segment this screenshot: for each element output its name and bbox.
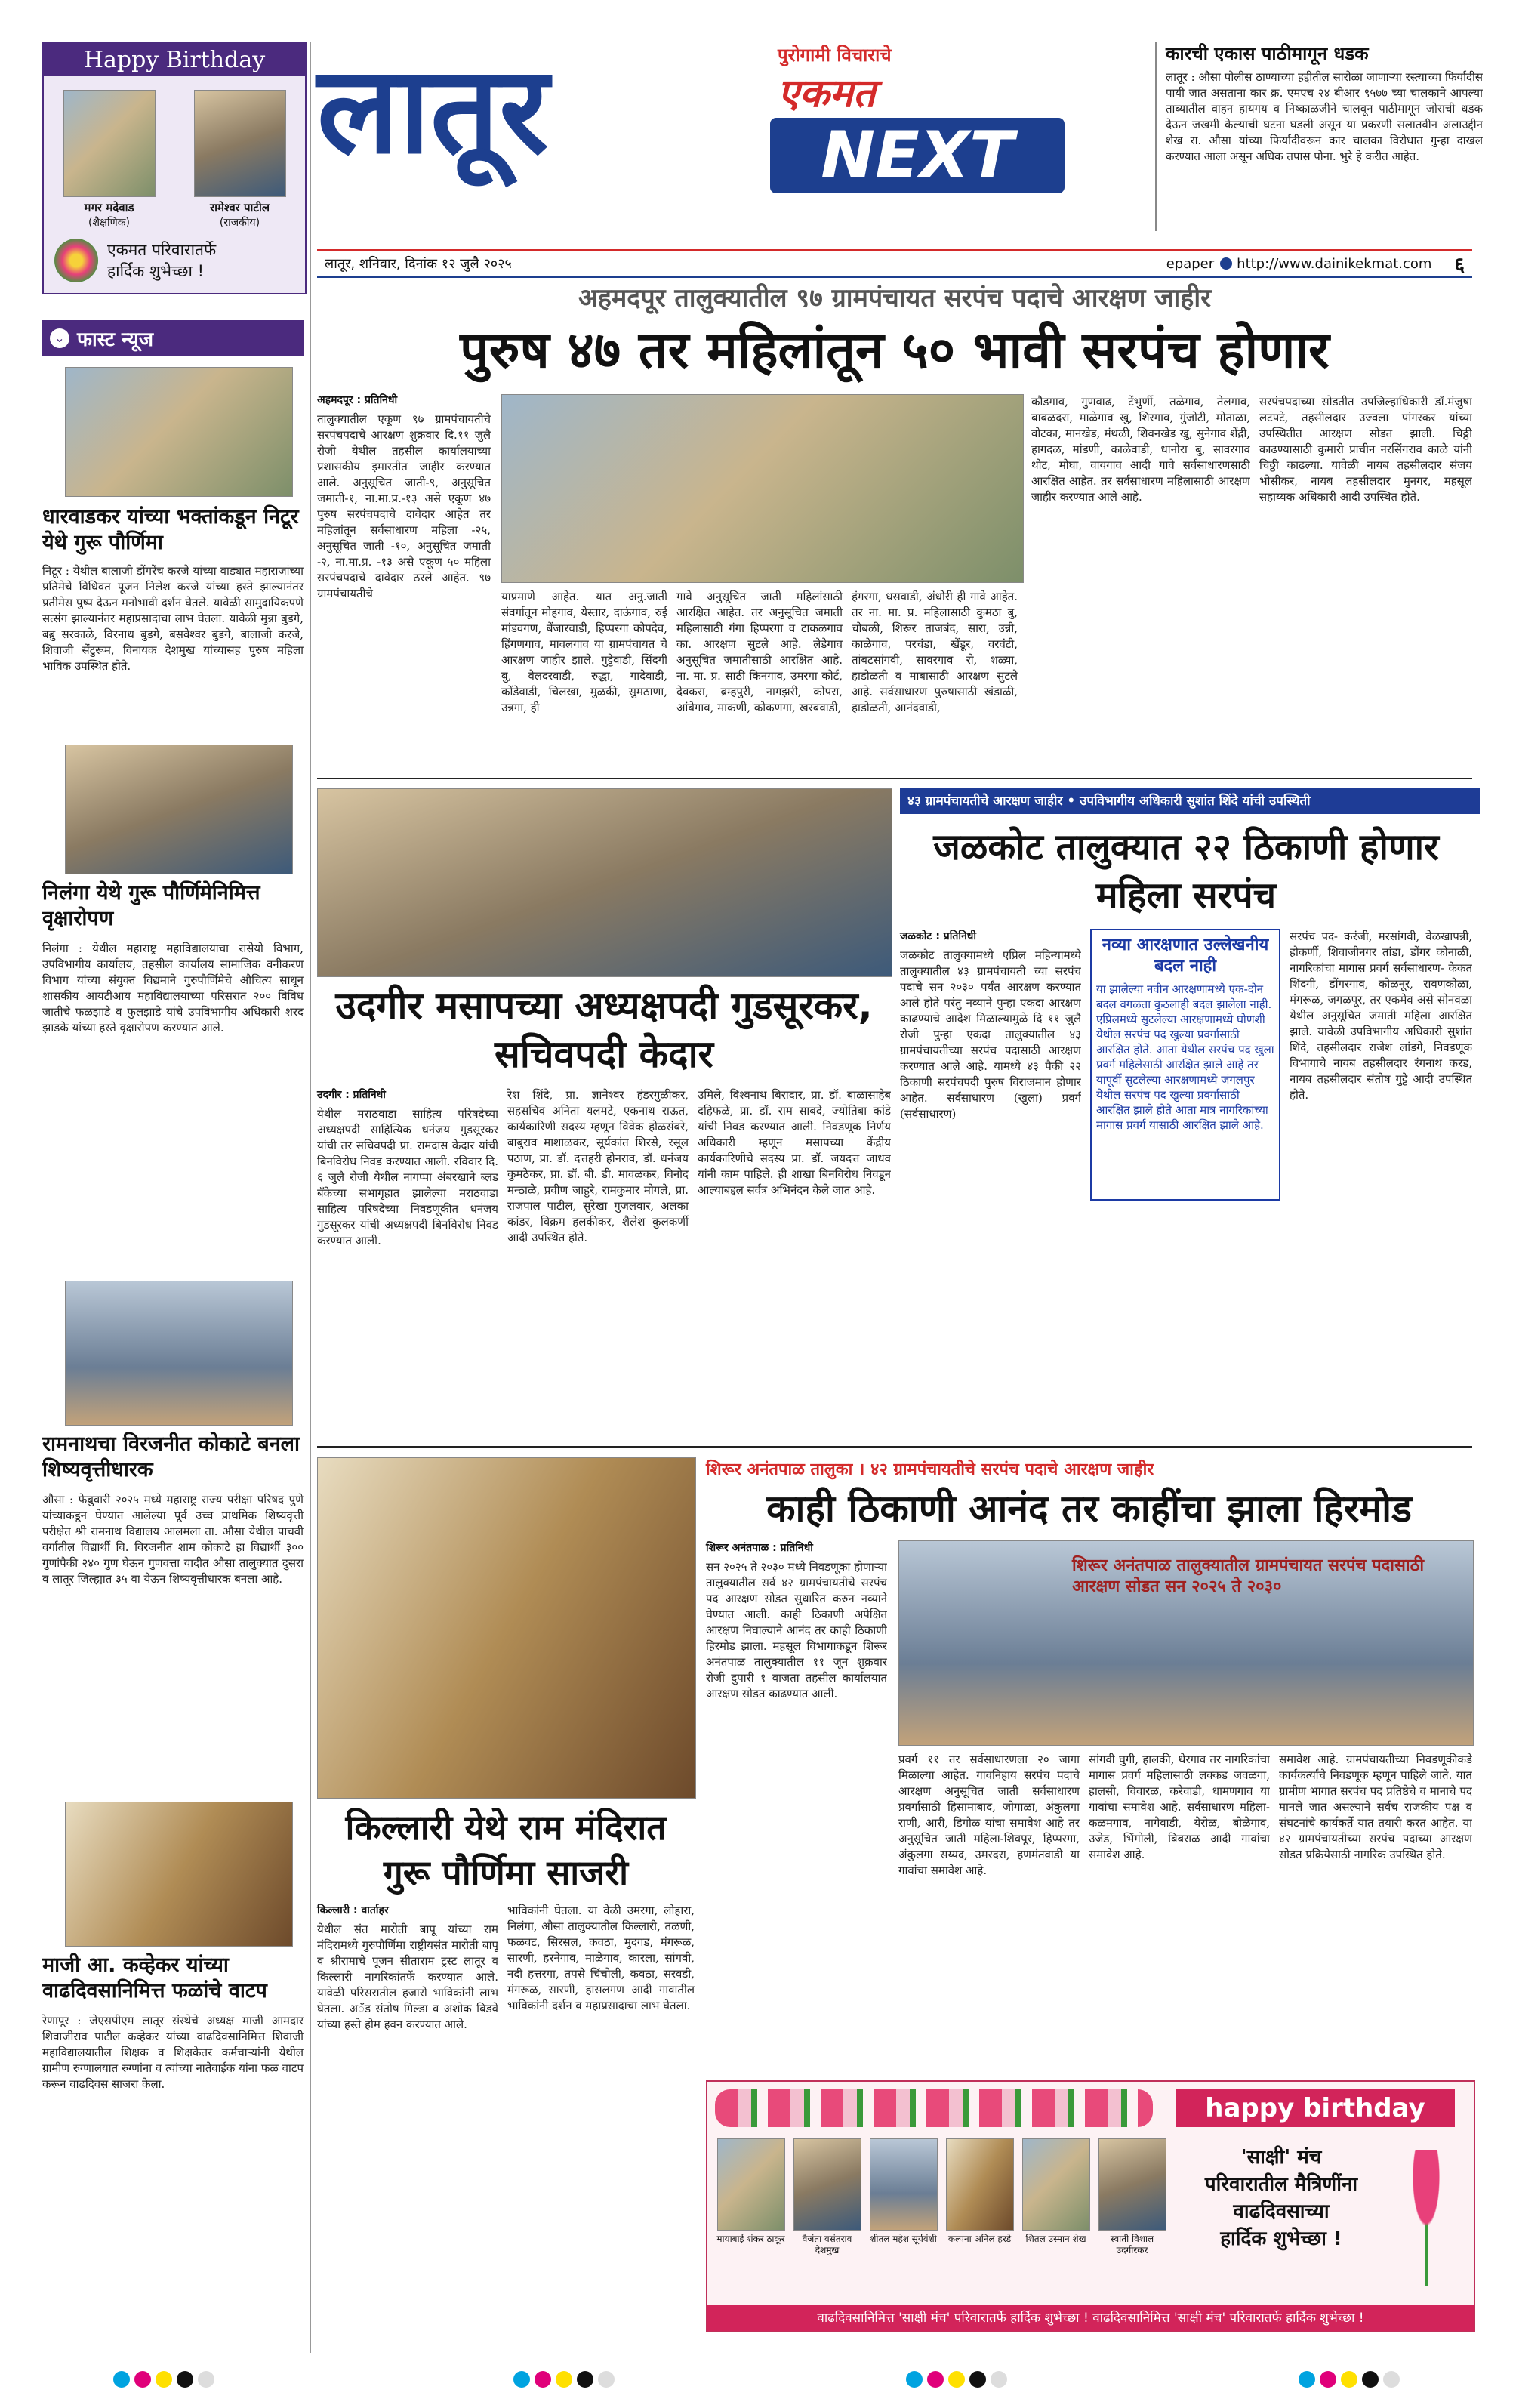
flower-row bbox=[715, 2089, 1153, 2127]
person-role: (राजकीय) bbox=[219, 217, 260, 229]
person-name: रामेश्वर पाटील bbox=[209, 201, 270, 214]
lead-col: हंगरगा, धसवाडी, अंधोरी ही गावे आहेत. तर ना. मा. प्र. महिलासाठी कुमठा बु, चोबळी, शिरूर ताजबंद, सारा, उन्नी, काळेगाव, परचंडा, खेंडूर, वरवंटी, तांबटसांगवी, सावरगाव रो, शळ्या, हाडोळती व माबासाठी आरक्षण सुटले आहे. सर्वसाधारण पुरुषासाठी खंडाळी, हाडोळती, आनंदवाडी, bbox=[852, 590, 1018, 714]
story-col: येथील मराठवाडा साहित्य परिषदेच्या अध्यक्षपदी साहित्यिक धनंजय गुडसूरकर यांची तर सचिवपदी प्रा. रामदास केदार यांची बिनविरोध निवड करण्यात आली. रविवार दि. ६ जुलै रोजी येथील नागप्पा अंबरखाने ब्लड बँकेच्या सभागृहात झालेल्या मराठवाडा साहित्य परिषदेच्या निवडणूकीत धनंजय गुडसूरकर यांची अध्यक्षपदी बिनविरोध निवड करण्यात आली. bbox=[317, 1107, 498, 1247]
birthday-persons bbox=[715, 2138, 1168, 2297]
registration-marks bbox=[113, 2371, 219, 2391]
masthead-title: लातूर bbox=[317, 39, 549, 180]
column-divider bbox=[310, 42, 311, 2353]
news-photo bbox=[65, 1802, 293, 1947]
avatar bbox=[717, 2138, 785, 2231]
divider bbox=[317, 1446, 1472, 1448]
avatar bbox=[63, 90, 156, 197]
brand-logo: एकमत bbox=[778, 71, 876, 116]
story-headline: माजी आ. कव्हेकर यांच्या वाढदिवसानिमित्त फळांचे वाटप bbox=[42, 1953, 267, 2003]
story-col: उमिले, विश्वनाथ बिरादार, प्रा. डॉ. बाळासाहेब दहिफळे, प्रा. डॉ. राम साबदे, ज्योतिबा कांडे यांची निवड करण्यात आली. निवडणूक निर्णय अधिकारी म्हणून मसापच्या केंद्रीय कार्यकारिणीचे सदस्य प्रा. डॉ. जयदत्त जाधव यांनी काम पाहिले. ही शाखा बिनविरोध निवडून आल्याबद्दल सर्वत्र अभिनंदन केले जात आहे. bbox=[698, 1088, 891, 1197]
avatar bbox=[946, 2138, 1014, 2231]
person-name: शीतल महेश सूर्यवंशी bbox=[870, 2234, 937, 2244]
lead-col: तालुक्यातील एकूण ९७ ग्रामपंचायतीचे सरपंचपदाचे आरक्षण शुक्रवार दि.११ जुलै रोजी येथील तहसील कार्यालयाच्या प्रशासकीय इमारतीत जाहीर करण्यात आले. अनुसूचित जाती-९, अनुसूचित जमाती-१, ना.मा.प्र.-१३ असे एकूण ४७ पुरुष सरपंचपदाचे दावेदार आहेत तर महिलांतून सर्वसाधारण महिला -२५, अनुसूचित जाती -१०, अनुसूचित जमाती -२, ना.मा.प्र. -१३ असे एकूण ५० महिला सरपंचपदाचे दावेदार ठरले आहेत. ९७ ग्रामपंचायतीचे bbox=[317, 412, 491, 600]
masthead bbox=[317, 39, 1148, 246]
registration-marks bbox=[513, 2371, 619, 2391]
story-headline: जळकोट तालुक्यात २२ ठिकाणी होणार महिला सरपंच bbox=[933, 826, 1439, 917]
lead-byline: अहमदपूर : प्रतिनिधी bbox=[317, 394, 398, 406]
chevron-down-icon: ⌄ bbox=[50, 328, 69, 348]
story-col: सरपंच पद- करंजी, मरसांगवी, वेळखापन्नी, होकर्णी, शिवाजीनगर तांडा, डोंगर कोनाळी, नागरिकांचा मागास प्रवर्ग सर्वसाधारण- केकत शिंदगी, डोंगरगाव, कोळनूर, रावणकोळा, मंगरूळ, जगळपूर, तर एकमेव असे सोनवळा येथील अनुसूचित जमाती महिला आरक्षित झाले. यावेळी उपविभागीय अधिकारी सुशांत शिंदे, तहसीलदार राजेश लांडगे, निवडणूक विभागाचे नायब तहसीलदार रंगनाथ करड, नायब तहसीलदार संतोष गुट्टे आदी उपस्थित होते. bbox=[1290, 930, 1472, 1102]
story-col: जळकोट तालुक्यामध्ये एप्रिल महिन्यामध्ये तालुक्यातील ४३ ग्रामपंचायती च्या सरपंच पदाचे सन २०३० पर्यंत आरक्षण करण्यात आले होते परंतु नव्याने पुन्हा एकदा आरक्षण काढण्याचे आदेश मिळाल्यामुळे दि ११ जुलै रोजी पुन्हा एकदा तालुक्यातील ४३ ग्रामपंचायतीच्या सरपंच पदासाठी आरक्षण करण्यात आले आहे. यामध्ये ४३ पैकी २२ ठिकाणी सरपंचपदी पुरुष विराजमान होणार आहेत. सर्वसाधारण (खुला) प्रवर्ग (सर्वसाधारण) bbox=[900, 948, 1081, 1121]
person-name: वैजंता वसंतराव देशमुख bbox=[802, 2234, 852, 2255]
story-body: निलंगा : येथील महाराष्ट्र महाविद्यालयाचा रासेयो विभाग, उपविभागीय कार्यालय, तहसील कार्यालय सामाजिक वनीकरण विभाग यांच्या संयुक्त विद्यमाने गुरुपौर्णिमेचे औचित्य साधून शासकीय आयटीआय महाविद्यालयाच्या परिसरात २०० विविध जातीचे फळझाडे व फुलझाडे यांचे उपविभागीय अधिकारी शरद झाडके यांच्या हस्ते वृक्षारोपण करण्यात आले. bbox=[42, 942, 304, 1034]
wish-line: एकमत परिवारातर्फे bbox=[107, 241, 217, 259]
avatar bbox=[1022, 2138, 1090, 2231]
brief-body: लातूर : औसा पोलीस ठाण्याच्या हद्दीतील सारोळा जाणाऱ्या रस्त्याच्या फिर्यादीस पायी जात असताना कार क्र. एमएच २४ बीआर ९५७७ च्या चालकाने आपल्या ताब्यातील वाहन हायगय व निष्काळजीने चालवून पाठीमागून जोराची धडक देऊन जखमी केल्याची घटना घडली असून या प्रकरणी सलातवीन अलाउद्दीन शेख रा. औसा यांच्या फिर्यादीवरून कार चालका विरोधात गुन्हा दाखल करण्यात आला असून अधिक तपास पोना. भुरे हे करीत आहेत. bbox=[1166, 70, 1483, 163]
story-col: सन २०२५ ते २०३० मध्ये निवडणूका होणाऱ्या तालुक्यातील सर्व ४२ ग्रामपंचायतीचे सरपंच पद आरक्षण सोडत सुधारित करुन नव्याने घेण्यात आली. काही ठिकाणी अपेक्षित आरक्षण निघाल्याने आनंद तर काही ठिकाणी हिरमोड झाला. महसूल विभागाकडून शिरूर अनंतपाळ तालुक्यातील ११ जून शुक्रवार रोजी दुपारी १ वाजता तहसील कार्यालयात आरक्षण सोडत काढण्यात आली. bbox=[706, 1560, 887, 1700]
news-photo bbox=[317, 788, 892, 977]
next-logo: NEXT bbox=[770, 118, 1065, 193]
lead-col: याप्रमाणे आहेत. यात अनु.जाती संवर्गातून मोहगाव, येस्तार, दाऊंगाव, रुई मांडवगण, बेंजारवाडी, हिप्परगा कोपदेव, हिंगणगाव, मावलगाव या ग्रामपंचायत चे आरक्षण जाहीर झाले. गुट्टेवाडी, सिंदगी बु, वेलदरवाडी, रुद्धा, गादेवाडी, कोंडेवाडी, चिलखा, मुळकी, सुमठाणा, उन्नगा, ही bbox=[501, 590, 667, 714]
story-headline: निलंगा येथे गुरू पौर्णिमेनिमित्त वृक्षारोपण bbox=[42, 881, 260, 930]
lead-overline: अहमदपूर तालुक्यातील ९७ ग्रामपंचायत सरपंच पदाचे आरक्षण जाहीर bbox=[578, 283, 1212, 313]
lead-col: कौडगाव, गुणवाढ, टेंभुर्णी, तळेगाव, तेलगाव, बाबळदरा, माळेगाव खु, शिरगाव, गुंजोटी, मोताळा, वोटका, मानखेड, मंथळी, शिवनखेड खु, सुनेगाव शेंद्री, हागदळ, मांडणी, काळेवाडी, धानोरा बु, सावरगाव थोट, मोघा, वायगाव आदी गावे सर्वसाधारणसाठी आरक्षित आहेत. तर सर्वसाधारण महिलासाठी आरक्षण जाहीर करण्यात आले आहे. bbox=[1031, 395, 1250, 504]
registration-marks bbox=[906, 2371, 1012, 2391]
brief-top bbox=[1155, 42, 1483, 231]
person-name: मगर मदेवाड bbox=[84, 201, 134, 214]
story-body: निटूर : येथील बालाजी डोंगरेंच करजे यांच्या वाड्यात महाराजांच्या प्रतिमेचे विधिवत पूजन निलेश करजे यांच्या हस्ते झाल्यानंतर प्रतीमेस पुष्प देऊन मनोभावी दर्शन घेतले. यावेळी सामुदायिकपणे सत्संग झाल्यानंतर महाप्रसादाचा लाभ घेतला. यावेळी मुन्ना बुडगे, बब्रु सरकाळे, विरनाथ बुडगे, बसवेश्वर बुडगे, बालाजी करजे, शिवाजी सेंटुरूम, विनायक देशमुख यांच्यासह पुरुष महिला भाविक उपस्थित होते. bbox=[42, 564, 304, 673]
lead-col: गावे अनुसूचित जाती महिलांसाठी आरक्षित आहेत. तर अनुसूचित जमाती महिलासाठी गंगा हिप्परगा व टाकळगाव का. आरक्षण सुटले आहे. लेडेगाव अनुसूचित जमातीसाठी आरक्षित आहे. ना. मा. प्र. साठी किनगाव, उमरगा कोर्ट, देवकरा, ब्रम्हपुरी, नागझरी, कोपरा, आंबेगाव, माकणी, कोकणगा, खरबवाडी, bbox=[676, 590, 843, 714]
sidebar bbox=[42, 42, 304, 2353]
person-name: मायाबाई शंकर ठाकूर bbox=[716, 2234, 785, 2244]
story-byline: उदगीर : प्रतिनिधी bbox=[317, 1089, 386, 1101]
tulip-icon bbox=[1396, 2150, 1456, 2286]
story-headline: धारवाडकर यांच्या भक्तांकडून निटूर येथे गुरू पौर्णिमा bbox=[42, 505, 299, 554]
wish-line: हार्दिक शुभेच्छा ! bbox=[107, 262, 205, 280]
lead-headline: पुरुष ४७ तर महिलांतून ५० भावी सरपंच होणार bbox=[460, 321, 1330, 381]
epaper-label: epaper bbox=[1166, 255, 1215, 272]
story-col: येथील संत मारोती बापू यांच्या राम मंदिरामध्ये गुरुपौर्णिमा राष्ट्रीयसंत मारोती बापू व श्रीरामाचे पूजन सीताराम ट्रस्ट लातूर व किल्लारी नागरिकांतर्फे करण्यात आले. यावेळी परिसरातील हजारो भाविकांनी लाभ घेतला. अॅड संतोष गिल्डा व अशोक बिडवे यांच्या हस्ते होम हवन करण्यात आले. bbox=[317, 1922, 498, 2031]
story-headline: रामनाथचा विरजनीत कोकाटे बनला शिष्यवृत्तीधारक bbox=[42, 1432, 300, 1481]
person-name: शितल उस्मान शेख bbox=[1025, 2234, 1086, 2244]
story-col: सांगवी घुगी, हालकी, थेरगाव तर नागरिकांचा मागास प्रवर्ग महिलासाठी लक्कड जवळगा, हालसी, विवारळ, करेवाडी, धामणगाव या गावांचा समावेश आहे. सर्वसाधारण महिला-कळमगाव, नागेवाडी, येरोळ, बोळेगाव, उजेड, भिंगोली, बिबराळ आदी गावांचा समावेश आहे. bbox=[1089, 1753, 1270, 1861]
story-body: औसा : फेब्रुवारी २०२५ मध्ये महाराष्ट्र राज्य परीक्षा परिषद पुणे यांच्याकडून घेण्यात आलेल्या पूर्व उच्च प्राथमिक शिष्यवृत्ती परीक्षेत श्री रामनाथ विद्यालय आलमला ता. औसा येथील पाचवी वर्गातील विद्यार्थी वि. विरजनीत शाम कोकाटे हा विद्यार्थी ३०० गुणांपैकी २४० गुण घेऊन गुणवत्ता यादीत औसा तालुक्यात दुसरा व लातूर जिल्ह्यात ३५ वा येऊन शिष्यवृत्तीधारक बनला आहे. bbox=[42, 1493, 304, 1586]
epaper-link[interactable]: http://www.dainikekmat.com bbox=[1237, 255, 1432, 272]
photo-banner-text: शिरूर अनंतपाळ तालुक्यातील ग्रामपंचायत सरपंच पदासाठी आरक्षण सोडत सन २०२५ ते २०३० bbox=[1072, 1556, 1425, 1596]
flower-bouquet-icon bbox=[54, 239, 98, 282]
box-title: नव्या आरक्षणात उल्लेखनीय बदल नाही bbox=[1102, 936, 1269, 976]
lead-col: सरपंचपदाच्या सोडतीत उपजिल्हाधिकारी डॉ.मंजुषा लटपटे, तहसीलदार उज्वला पांगरकर यांच्या उपस्थितीत आरक्षण सोडत झाली. चिठ्ठी काढण्यासाठी कुमारी प्राचीन नरसिंगराव काळे यांनी चिठ्ठी काढल्या. यावेळी नायब तहसीलदार संजय भोसीकर, नायब तहसीलदार मुनगर, महसूल सहाय्यक अधिकारी आदी उपस्थित होते. bbox=[1259, 395, 1472, 504]
registration-marks bbox=[1299, 2371, 1404, 2391]
story-headline: उदगीर मसापच्या अध्यक्षपदी गुडसूरकर, सचिवपदी केदार bbox=[335, 984, 873, 1076]
person-name: स्वाती विशाल उदगीरकर bbox=[1110, 2234, 1154, 2255]
story-byline: किल्लारी : वार्ताहर bbox=[317, 1904, 389, 1916]
avatar bbox=[870, 2138, 938, 2231]
person-name: कल्पना अनिल हरडे bbox=[948, 2234, 1012, 2244]
page-number: ६ bbox=[1454, 254, 1465, 276]
brand-tag: पुरोगामी विचाराचे bbox=[778, 45, 892, 66]
story-overline: शिरूर अनंतपाळ तालुका । ४२ ग्रामपंचायतीचे सरपंच पदाचे आरक्षण जाहीर bbox=[706, 1460, 1154, 1479]
story-col: समावेश आहे. ग्रामपंचायतीच्या निवडणूकीकडे कार्यकर्त्यांचे निवडणूक म्हणून पाहिले जाते. यात ग्रामीण भागात सरपंच पद प्रतिष्ठेचे व मानाचे पद मानले जात असल्याने सर्वच राजकीय पक्ष व संघटनांचे कार्यकर्ते यात तयारी करत आहेत. या ४२ ग्रामपंचायतीच्या सरपंच पदाच्या आरक्षण सोडत प्रक्रियेसाठी नागरिक उपस्थित होते. bbox=[1279, 1753, 1472, 1861]
news-photo bbox=[65, 1281, 293, 1426]
dateline: लातूर, शनिवार, दिनांक १२ जुलै २०२५ bbox=[325, 256, 512, 272]
story-headline: काही ठिकाणी आनंद तर काहींचा झाला हिरमोड bbox=[766, 1487, 1412, 1531]
birthday-ad bbox=[706, 2080, 1475, 2332]
globe-icon bbox=[1220, 257, 1232, 270]
brief-headline: कारची एकास पाठीमागून धडक bbox=[1166, 43, 1369, 64]
avatar bbox=[194, 90, 286, 197]
highlight-box bbox=[1090, 929, 1280, 1201]
divider bbox=[317, 778, 1472, 779]
footer-strip: वाढदिवसानिमित्त 'साक्षी मंच' परिवारातर्फे हार्दिक शुभेच्छा ! वाढदिवसानिमित्त 'साक्षी मंच' परिवारातर्फे हार्दिक शुभेच्छा ! bbox=[707, 2305, 1474, 2331]
box-body: या झालेल्या नवीन आरक्षणामध्ये एक-दोन बदल वगळता कुठलाही बदल झालेला नाही. एप्रिलमध्ये सुटलेल्या आरक्षणामध्ये घोणशी येथील सरपंच पद खुल्या प्रवर्गासाठी आरक्षित होते. आता येथील सरपंच पद खुला प्रवर्ग महिलेसाठी आरक्षित झाले आहे तर यापूर्वी सुटलेल्या आरक्षणामध्ये जंगलपुर येथील सरपंच पद खुल्या प्रवर्गासाठी आरक्षित झाले होते आता मात्र नागरिकांच्या मागास प्रवर्ग यासाठी आरक्षित झाले आहे. bbox=[1096, 982, 1274, 1132]
dateline-bar bbox=[317, 249, 1472, 278]
story-headline: किल्लारी येथे राम मंदिरात गुरू पौर्णिमा साजरी bbox=[345, 1807, 667, 1893]
sidebar-birthday-card bbox=[42, 42, 307, 294]
story-body: रेणापूर : जेएसपीएम लातूर संस्थेचे अध्यक्ष माजी आमदार शिवाजीराव पाटील कव्हेकर यांच्या वाढदिवसानिमित्त शिवाजी महाविद्यालयातील शिक्षक व शिक्षकेतर कर्मचाऱ्यांनी येथील ग्रामीण रुग्णालयात रुग्णांना व त्यांच्या नातेवाईक यांना फळ वाटप करून वाढदिवस साजरा केला. bbox=[42, 2014, 304, 2091]
birthday-title: happy birthday bbox=[1176, 2089, 1455, 2127]
avatar bbox=[793, 2138, 861, 2231]
news-photo bbox=[65, 367, 293, 497]
avatar bbox=[1098, 2138, 1166, 2231]
story-byline: जळकोट : प्रतिनिधी bbox=[900, 930, 977, 942]
story-col: रेश शिंदे, प्रा. ज्ञानेश्वर हंडरगुळीकर, सहसचिव अनिता यलमटे, एकनाथ राऊत, कार्यकारिणी सदस्य म्हणून विवेक होळसंबरे, बाबुराव माशाळकर, सूर्यकांत शिरसे, रसूल पठाण, प्रा. डॉ. दत्तहरी होनराव, डॉ. धनंजय कुमठेकर, प्रा. डॉ. बी. डी. मावळकर, विनोद मन्ठाळे, प्रवीण जाहुरे, रामकुमार मोगले, प्रा. राजपाल पाटील, सुरेखा गुजलवार, अलका कांडर, विक्रम हलकीकर, शैलेश कुलकर्णी आदी उपस्थित होते. bbox=[507, 1088, 689, 1244]
birthday-wish: 'साक्षी' मंच परिवारातील मैत्रिणींना वाढदिवसाच्या हार्दिक शुभेच्छा ! bbox=[1204, 2146, 1358, 2250]
info-bar: ४३ ग्रामपंचायतीचे आरक्षण जाहीर • उपविभागीय अधिकारी सुशांत शिंदे यांची उपस्थिती bbox=[900, 788, 1480, 814]
news-photo bbox=[65, 745, 293, 874]
sidebar-birthday-header: Happy Birthday bbox=[44, 44, 305, 76]
story-byline: शिरूर अनंतपाळ : प्रतिनिधी bbox=[706, 1542, 813, 1554]
news-photo bbox=[501, 394, 1024, 583]
news-photo bbox=[317, 1457, 696, 1799]
person-role: (शैक्षणिक) bbox=[88, 217, 130, 229]
story-col: भाविकांनी घेतला. या वेळी उमरगा, लोहारा, निलंगा, औसा तालुक्यातील किल्लारी, तळणी, फळवट, सिरसल, कवठा, मुदगड, मंगरूळ, सारणी, हरनेगाव, माळेगाव, कारला, सांगवी, नदी हत्तरगा, तपसे चिंचोली, कवठा, सरवडी, मंगरूळ, सारणी, हासलगण आदी गावातील भाविकांनी दर्शन व महाप्रसादाचा लाभ घेतला. bbox=[507, 1904, 695, 2012]
fast-news-label: ⌄ फास्ट न्यूज bbox=[42, 320, 304, 356]
story-col: प्रवर्ग ११ तर सर्वसाधारणला २० जागा मिळाल्या आहेत. गावनिहाय सरपंच पदाचे आरक्षण अनुसूचित जाती सर्वसाधारण प्रवर्गासाठी हिसामाबाद, जोगाळा, अंकुलगा राणी, आरी, डिगोळ यांचा समावेश आहे तर अनुसूचित जाती महिला-शिवपूर, हिप्परगा, अंकुलगा सय्यद, उमरदरा, हणमंतवाडी या गावांचा समावेश आहे. bbox=[898, 1753, 1080, 1877]
